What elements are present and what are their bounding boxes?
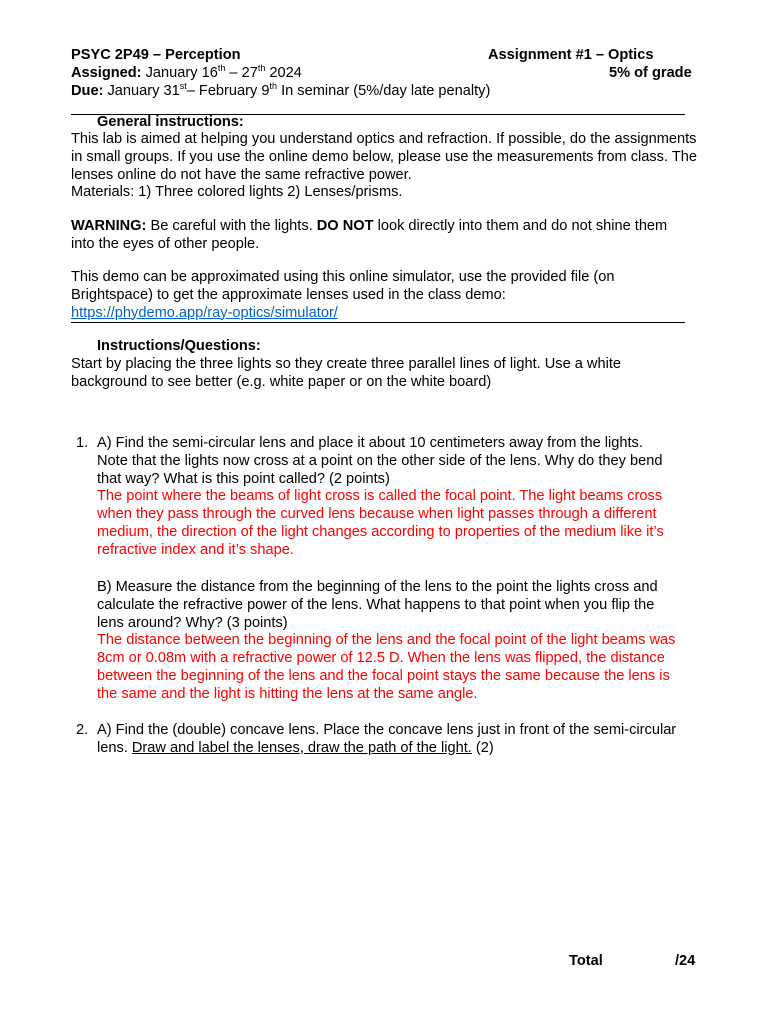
answer-text: The distance between the beginning of the lens and the focal point of the light beams was xyxy=(97,632,676,649)
text-line: Brightspace) to get the approximate lenses used in the class demo: xyxy=(71,286,506,303)
assignment-title: Assignment #1 – Optics xyxy=(488,47,654,63)
general-paragraph xyxy=(71,131,731,202)
answer-text: 8cm or 0.08m with a refractive power of 12.5 D. When the lens was flipped, the distance xyxy=(97,650,665,667)
demo-paragraph xyxy=(71,269,731,322)
total-label: Total xyxy=(569,953,603,969)
warning-text: look directly into them and do not shine them xyxy=(377,218,668,234)
answer-text: the same and the light is hitting the lens at the same angle. xyxy=(97,685,478,702)
question-text: A) Find the semi-circular lens and place it about 10 centimeters away from the lights. xyxy=(97,435,643,451)
question-2 xyxy=(97,722,697,758)
due-start: January 31 xyxy=(107,83,180,99)
due-dates xyxy=(71,83,490,101)
due-label: Due: xyxy=(71,83,104,99)
warning-text: Be careful with the lights. xyxy=(150,218,313,234)
question-text: Note that the lights now cross at a point on the other side of the lens. Why do they bend xyxy=(97,452,663,469)
due-sup: th xyxy=(269,81,277,91)
grade-weight: 5% of grade xyxy=(609,65,692,81)
warning-emphasis: DO NOT xyxy=(316,218,374,234)
instructions-paragraph xyxy=(71,356,731,392)
text-line: lenses online do not have the same refractive power. xyxy=(71,166,412,183)
answer-text: refractive index and it’s shape. xyxy=(97,541,294,558)
general-heading: General instructions: xyxy=(97,114,244,130)
assigned-end: – 27 xyxy=(229,65,258,81)
question-text: calculate the refractive power of the lens. What happens to that point when you flip the xyxy=(97,596,655,613)
text-line: in small groups. If you use the online demo below, please use the measurements from class. The xyxy=(71,148,697,165)
question-number: 2. xyxy=(76,722,89,738)
question-1 xyxy=(97,435,697,560)
due-end: – February 9 xyxy=(186,83,270,99)
warning-text: into the eyes of other people. xyxy=(71,235,260,252)
answer-text: between the beginning of the lens and the focal point stays the same because the lens is xyxy=(97,667,670,684)
materials-line: Materials: 1) Three colored lights 2) Lenses/prisms. xyxy=(71,184,403,201)
answer-text: The point where the beams of light cross is called the focal point. The light beams cross xyxy=(97,488,663,505)
text-line: This lab is aimed at helping you understand optics and refraction. If possible, do the assignments xyxy=(71,131,697,147)
simulator-link[interactable]: https://phydemo.app/ray-optics/simulator/ xyxy=(71,304,338,321)
underlined-instruction: Draw and label the lenses, draw the path of the light. xyxy=(131,739,472,756)
text-line: This demo can be approximated using this online simulator, use the provided file (on xyxy=(71,269,615,285)
section-divider xyxy=(71,322,685,323)
course-title: PSYC 2P49 – Perception xyxy=(71,47,241,63)
assigned-sup: th xyxy=(217,63,226,73)
question-text: that way? What is this point called? (2 points) xyxy=(97,470,390,487)
due-note: In seminar (5%/day late penalty) xyxy=(281,83,491,99)
points-label: (2) xyxy=(475,739,494,756)
instructions-heading: Instructions/Questions: xyxy=(97,338,261,354)
text-line: background to see better (e.g. white paper or on the white board) xyxy=(71,373,492,390)
text-line: Start by placing the three lights so they create three parallel lines of light. Use a white xyxy=(71,356,621,372)
question-text: B) Measure the distance from the beginning of the lens to the point the lights cross and xyxy=(97,579,658,595)
question-number: 1. xyxy=(76,435,89,451)
assigned-label: Assigned: xyxy=(71,65,142,81)
question-1b xyxy=(97,579,697,704)
assigned-start: January 16 xyxy=(145,65,218,81)
answer-text: medium, the direction of the light changes according to properties of the medium like it’s xyxy=(97,523,664,540)
warning-label: WARNING: xyxy=(71,218,147,234)
assigned-year: 2024 xyxy=(269,65,302,81)
warning-paragraph xyxy=(71,218,731,254)
question-text: lens. xyxy=(97,739,128,756)
question-text: A) Find the (double) concave lens. Place the concave lens just in front of the semi-circular xyxy=(97,722,677,738)
question-text: lens around? Why? (3 points) xyxy=(97,614,288,631)
assigned-sup: th xyxy=(257,63,266,73)
due-sup: st xyxy=(179,81,187,91)
answer-text: when they pass through the curved lens because when light passes through a different xyxy=(97,506,657,523)
total-value: /24 xyxy=(675,953,696,969)
